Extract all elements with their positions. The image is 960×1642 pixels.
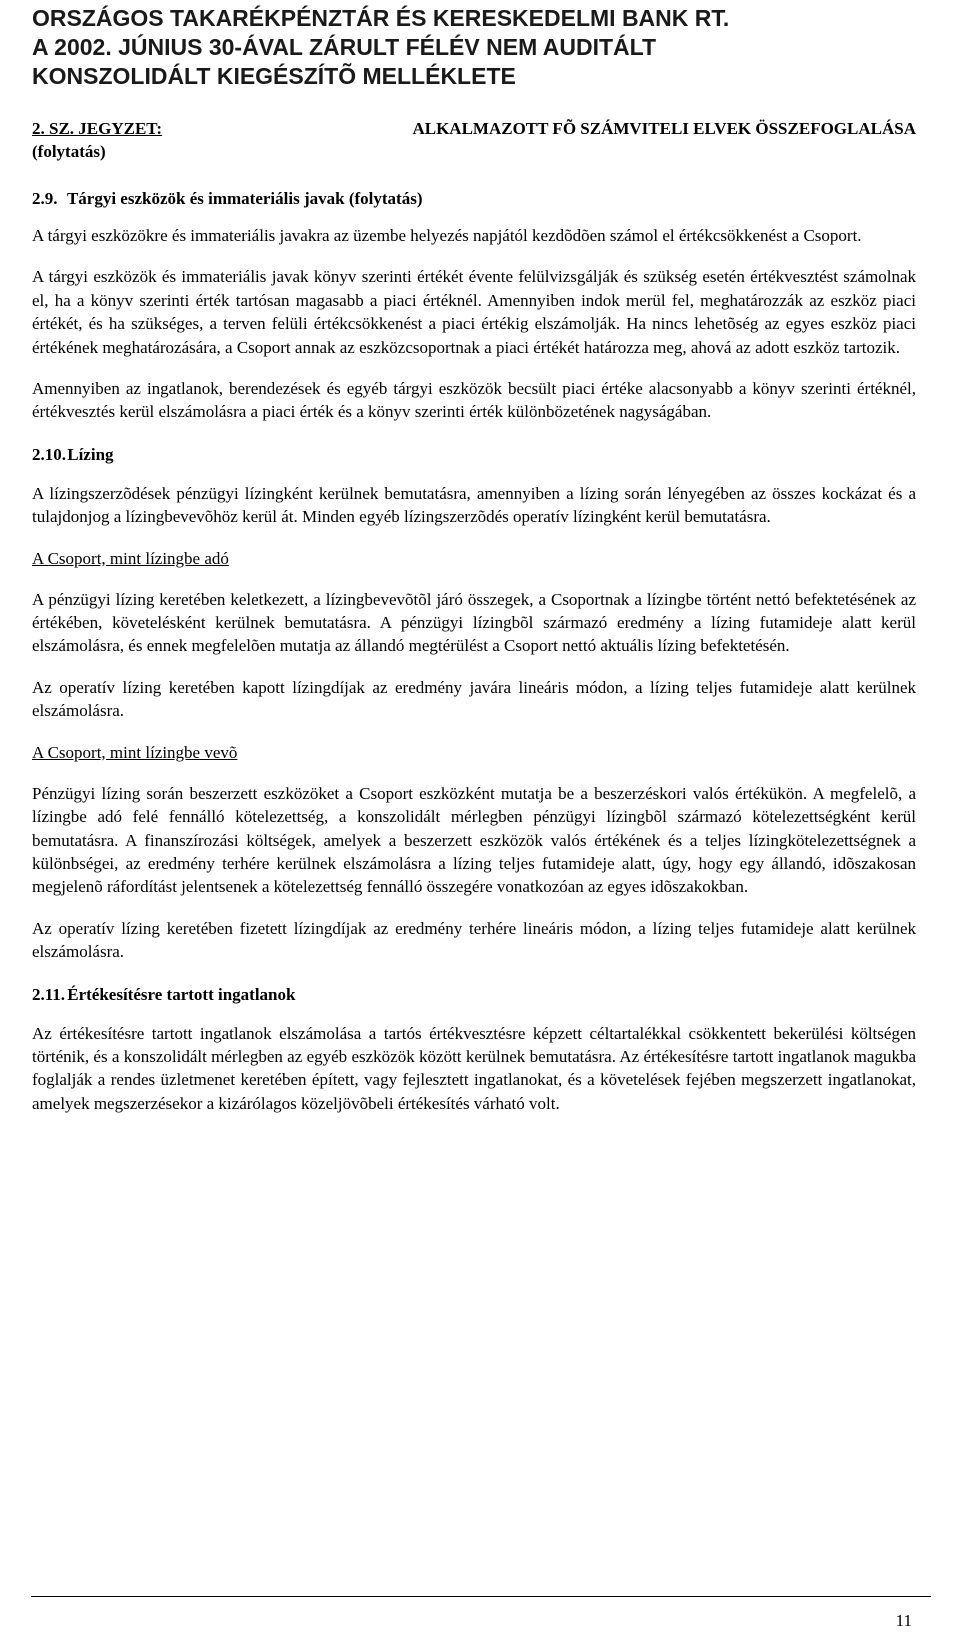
footer-divider xyxy=(31,1596,931,1597)
section-title-2-10 xyxy=(32,443,932,466)
page-number: 11 xyxy=(895,1611,912,1630)
section-number: 2.9. xyxy=(32,189,58,208)
note-title: ALKALMAZOTT FÕ SZÁMVITELI ELVEK ÖSSZEFOGLALÁSA xyxy=(412,119,916,138)
note-continued: (folytatás) xyxy=(32,142,106,161)
paragraph: Pénzügyi lízing során beszerzett eszközöket a Csoport eszközként mutatja be a beszerzéskori valós értékükön. A megfelelõ, a lízingbe adó felé fennálló kötelezettség, a konszolidált mérlegben pénzügyi lízingbõl származó kötelezettségként kerül bemutatásra. A finanszírozási költségek, amelyek a beszerzett eszközök valós értékének és a teljes lízingkötelezettségnek a különbségei, az eredmény terhére kerülnek elszámolásra a lízing teljes futamideje alatt, úgy, hogy egy állandó, idõszakosan megjelenõ ráfordítást jelentsenek a kötelezettség fennálló összegére vonatkozóan az egyes idõszakokban. xyxy=(32,783,916,897)
subheading-lessor: A Csoport, mint lízingbe adó xyxy=(32,548,229,568)
section-title-2-11 xyxy=(32,983,932,1006)
paragraph: A pénzügyi lízing keretében keletkezett, a lízingbevevõtõl járó összegek, a Csoportnak a lízingbe történt nettó befektetésének az értékében, követelésként kerülnek bemutatásra. A pénzügyi lízingbõl származó eredmény a lízing futamideje alatt kerül elszámolásra, és ennek megfelelõen mutatja az állandó megtérülést a Csoport nettó aktuális lízing befektetésén. xyxy=(32,589,916,656)
paragraph: A tárgyi eszközökre és immateriális javakra az üzembe helyezés napjától kezdõdõen számol el értékcsökkenést a Csoport. xyxy=(32,226,862,245)
paragraph: Az értékesítésre tartott ingatlanok elszámolása a tartós értékvesztésre képzett céltartalékkal csökkentett bekerülési költségen történik, és a konszolidált mérlegben az egyéb eszközök között kerülnek bemutatásra. Az értékesítésre tartott ingatlanok magukba foglalják a rendes üzletmenet keretében épített, vagy fejlesztett ingatlanokat, és a követelések fejében megszerzett ingatlanokat, amelyek megszerzésekor a kizárólagos közeljövõbeli értékesítés várható volt. xyxy=(32,1023,916,1113)
header-period: A 2002. JÚNIUS 30-ÁVAL ZÁRULT FÉLÉV NEM AUDITÁLT xyxy=(32,34,657,60)
paragraph: Az operatív lízing keretében kapott lízingdíjak az eredmény javára lineáris módon, a lízing teljes futamideje alatt kerülnek elszámolásra. xyxy=(32,677,916,721)
section-heading: Értékesítésre tartott ingatlanok xyxy=(67,984,296,1004)
header-document-type: KONSZOLIDÁLT KIEGÉSZÍTÕ MELLÉKLETE xyxy=(32,63,516,89)
header-bank-name: ORSZÁGOS TAKARÉKPÉNZTÁR ÉS KERESKEDELMI BANK RT. xyxy=(32,5,730,31)
paragraph: Amennyiben az ingatlanok, berendezések és egyéb tárgyi eszközök becsült piaci értéke alacsonyabb a könyv szerinti értéknél, értékvesztés kerül elszámolásra a piaci érték és a könyv szerinti érték különbözetének nagyságában. xyxy=(32,379,916,422)
paragraph: A tárgyi eszközök és immateriális javak könyv szerinti értékét évente felülvizsgálják és szükség esetén értékvesztést számolnak el, ha a könyv szerinti érték tartósan magasabb a piaci értéknél. Amennyiben indok merül fel, meghatározzák az eszköz piaci értékét, és ha szükséges, a terven felüli értékcsökkenést a piaci értékig elszámolják. Ha nincs lehetõség az egyes eszköz piaci értékének meghatározására, a Csoport annak az eszközcsoportnak a piaci értékét határozza meg, ahová az adott eszköz tartozik. xyxy=(32,267,916,357)
note-label: 2. SZ. JEGYZET: xyxy=(32,119,163,138)
section-heading: Tárgyi eszközök és immateriális javak (folytatás) xyxy=(66,189,423,208)
subheading-lessee: A Csoport, mint lízingbe vevõ xyxy=(32,742,238,762)
document-page xyxy=(32,0,932,1115)
paragraph: A lízingszerzõdések pénzügyi lízingként kerülnek bemutatásra, amennyiben a lízing során lényegében az összes kockázat és a tulajdonjog a lízingbevevõhöz kerül át. Minden egyéb lízingszerzõdés operatív lízingként kerül bemutatásra. xyxy=(32,483,916,527)
section-number: 2.11. xyxy=(32,984,66,1004)
note-heading xyxy=(32,117,932,163)
section-number: 2.10. xyxy=(32,444,66,464)
section-heading: Lízing xyxy=(67,444,114,464)
section-title-2-9 xyxy=(32,187,932,210)
document-header xyxy=(32,4,932,91)
paragraph: Az operatív lízing keretében fizetett lízingdíjak az eredmény terhére lineáris módon, a lízing teljes futamideje alatt kerülnek elszámolásra. xyxy=(32,918,916,962)
